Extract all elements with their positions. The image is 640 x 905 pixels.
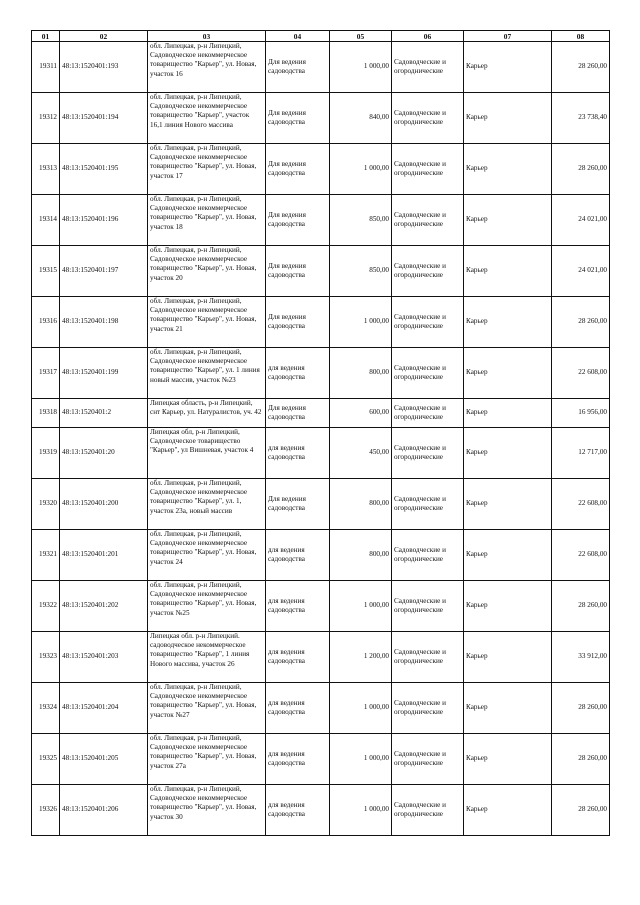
parcel-address-text: Липецкая обл. р-н Липецкий. садоводческое некоммерческое товарищество "Карьер", 1 линия Нового массива, участок 26 <box>150 632 250 668</box>
cadastral-value: 22 608,00 <box>552 479 610 530</box>
column-header: 07 <box>464 31 552 42</box>
permitted-use: Для ведения садоводства <box>266 42 330 93</box>
parcel-area: 600,00 <box>330 399 392 428</box>
row-number: 19325 <box>32 734 60 785</box>
permitted-use: для ведения садоводства <box>266 734 330 785</box>
row-number: 19321 <box>32 530 60 581</box>
parcel-address-text: обл. Липецкая, р-н Липецкий, Садоводческое некоммерческое товарищество "Карьер", ул. Новая, участок 16 <box>150 42 257 78</box>
valuation-zone: Карьер <box>464 581 552 632</box>
column-header: 02 <box>60 31 148 42</box>
cadastral-value: 28 260,00 <box>552 785 610 836</box>
permitted-use: Для ведения садоводства <box>266 246 330 297</box>
land-category: Садоводческие и огороднические <box>392 530 464 581</box>
row-number: 19317 <box>32 348 60 399</box>
row-number: 19323 <box>32 632 60 683</box>
permitted-use: для ведения садоводства <box>266 348 330 399</box>
permitted-use: для ведения садоводства <box>266 683 330 734</box>
valuation-zone: Карьер <box>464 42 552 93</box>
parcel-address <box>148 246 266 297</box>
valuation-zone: Карьер <box>464 144 552 195</box>
land-parcel-table <box>31 30 610 836</box>
cadastral-value: 28 260,00 <box>552 734 610 785</box>
parcel-address <box>148 530 266 581</box>
cadastral-number: 48:13:1520401:202 <box>60 581 148 632</box>
land-category: Садоводческие и огороднические <box>392 246 464 297</box>
table-row <box>32 195 610 246</box>
parcel-address-text: Липецкая обл, р-н Липецкий, Садоводческое товарищество "Карьер", ул Вишневая, участок 4 <box>150 428 254 455</box>
row-number: 19320 <box>32 479 60 530</box>
land-category: Садоводческие и огороднические <box>392 479 464 530</box>
cadastral-value: 12 717,00 <box>552 428 610 479</box>
parcel-address-text: обл. Липецкая, р-н Липецкий, Садоводческое некоммерческое товарищество "Карьер", ул. Новая, участок 20 <box>150 246 257 282</box>
cadastral-number: 48:13:1520401:200 <box>60 479 148 530</box>
land-category: Садоводческие и огороднические <box>392 683 464 734</box>
permitted-use: для ведения садоводства <box>266 428 330 479</box>
parcel-address-text: обл. Липецкая, р-н Липецкий, Садоводческое некоммерческое товарищество "Карьер", участок 16,1 линия Нового массива <box>150 93 250 129</box>
parcel-address <box>148 479 266 530</box>
land-category: Садоводческие и огороднические <box>392 734 464 785</box>
parcel-address-text: обл. Липецкая, р-н Липецкий, Садоводческое некоммерческое товарищество "Карьер", ул. 1 линия новый массив, участок №23 <box>150 348 260 384</box>
parcel-area: 450,00 <box>330 428 392 479</box>
cadastral-value: 28 260,00 <box>552 581 610 632</box>
row-number: 19322 <box>32 581 60 632</box>
permitted-use: для ведения садоводства <box>266 785 330 836</box>
land-category: Садоводческие и огороднические <box>392 581 464 632</box>
parcel-address-text: обл. Липецкая, р-н Липецкий, Садоводческое некоммерческое товарищество "Карьер", ул. Новая, участок 21 <box>150 297 257 333</box>
table-row <box>32 399 610 428</box>
parcel-address-text: Липецкая область, р-н Липецкий, снт Карьер, ул. Натуралистов, уч. 42 <box>150 399 262 417</box>
parcel-address <box>148 195 266 246</box>
valuation-zone: Карьер <box>464 195 552 246</box>
parcel-area: 1 000,00 <box>330 734 392 785</box>
parcel-address <box>148 683 266 734</box>
parcel-address <box>148 399 266 428</box>
cadastral-number: 48:13:1520401:204 <box>60 683 148 734</box>
parcel-address <box>148 42 266 93</box>
table-row <box>32 428 610 479</box>
table-row <box>32 479 610 530</box>
parcel-area: 1 000,00 <box>330 297 392 348</box>
table-row <box>32 246 610 297</box>
permitted-use: для ведения садоводства <box>266 530 330 581</box>
land-category: Садоводческие и огороднические <box>392 785 464 836</box>
land-category: Садоводческие и огороднические <box>392 42 464 93</box>
parcel-address <box>148 581 266 632</box>
land-category: Садоводческие и огороднические <box>392 348 464 399</box>
table-row <box>32 632 610 683</box>
column-header: 08 <box>552 31 610 42</box>
cadastral-value: 24 021,00 <box>552 246 610 297</box>
land-category: Садоводческие и огороднические <box>392 297 464 348</box>
cadastral-number: 48:13:1520401:197 <box>60 246 148 297</box>
column-header: 04 <box>266 31 330 42</box>
cadastral-value: 23 738,40 <box>552 93 610 144</box>
parcel-area: 850,00 <box>330 195 392 246</box>
valuation-zone: Карьер <box>464 734 552 785</box>
row-number: 19324 <box>32 683 60 734</box>
valuation-zone: Карьер <box>464 428 552 479</box>
parcel-address-text: обл. Липецкая, р-н Липецкий, Садоводческое некоммерческое товарищество "Карьер", ул. Новая, участок 18 <box>150 195 257 231</box>
table-row <box>32 785 610 836</box>
permitted-use: Для ведения садоводства <box>266 399 330 428</box>
permitted-use: Для ведения садоводства <box>266 479 330 530</box>
valuation-zone: Карьер <box>464 632 552 683</box>
table-row <box>32 581 610 632</box>
cadastral-number: 48:13:1520401:199 <box>60 348 148 399</box>
permitted-use: Для ведения садоводства <box>266 297 330 348</box>
row-number: 19319 <box>32 428 60 479</box>
table-header-row <box>32 31 610 42</box>
table-row <box>32 42 610 93</box>
row-number: 19318 <box>32 399 60 428</box>
permitted-use: для ведения садоводства <box>266 581 330 632</box>
column-header: 05 <box>330 31 392 42</box>
row-number: 19311 <box>32 42 60 93</box>
valuation-zone: Карьер <box>464 246 552 297</box>
document-page <box>31 30 609 836</box>
cadastral-number: 48:13:1520401:2 <box>60 399 148 428</box>
cadastral-number: 48:13:1520401:193 <box>60 42 148 93</box>
parcel-area: 1 200,00 <box>330 632 392 683</box>
land-category: Садоводческие и огороднические <box>392 428 464 479</box>
parcel-address-text: обл. Липецкая, р-н Липецкий, Садоводческое некоммерческое товарищество "Карьер", ул. Новая, участок 30 <box>150 785 257 821</box>
parcel-area: 1 000,00 <box>330 144 392 195</box>
row-number: 19316 <box>32 297 60 348</box>
parcel-area: 840,00 <box>330 93 392 144</box>
parcel-address-text: обл. Липецкая, р-н Липецкий, Садоводческое некоммерческое товарищество "Карьер", ул. Новая, участок 27а <box>150 734 257 770</box>
land-category: Садоводческие и огороднические <box>392 632 464 683</box>
parcel-area: 1 000,00 <box>330 683 392 734</box>
valuation-zone: Карьер <box>464 399 552 428</box>
parcel-area: 800,00 <box>330 530 392 581</box>
parcel-area: 850,00 <box>330 246 392 297</box>
parcel-address-text: обл. Липецкая, р-н Липецкий, Садоводческое некоммерческое товарищество "Карьер", ул. Новая, участок №27 <box>150 683 257 719</box>
cadastral-value: 22 608,00 <box>552 348 610 399</box>
land-category: Садоводческие и огороднические <box>392 195 464 246</box>
parcel-address <box>148 785 266 836</box>
cadastral-value: 24 021,00 <box>552 195 610 246</box>
permitted-use: Для ведения садоводства <box>266 144 330 195</box>
land-category: Садоводческие и огороднические <box>392 144 464 195</box>
parcel-address <box>148 348 266 399</box>
cadastral-value: 28 260,00 <box>552 297 610 348</box>
row-number: 19314 <box>32 195 60 246</box>
cadastral-number: 48:13:1520401:20 <box>60 428 148 479</box>
row-number: 19326 <box>32 785 60 836</box>
table-row <box>32 297 610 348</box>
cadastral-value: 28 260,00 <box>552 683 610 734</box>
row-number: 19313 <box>32 144 60 195</box>
table-row <box>32 683 610 734</box>
valuation-zone: Карьер <box>464 785 552 836</box>
table-row <box>32 348 610 399</box>
cadastral-number: 48:13:1520401:196 <box>60 195 148 246</box>
parcel-address <box>148 93 266 144</box>
column-header: 06 <box>392 31 464 42</box>
row-number: 19315 <box>32 246 60 297</box>
parcel-area: 1 000,00 <box>330 785 392 836</box>
parcel-address-text: обл. Липецкая, р-н Липецкий, Садоводческое некоммерческое товарищество "Карьер", ул. Новая, участок 17 <box>150 144 257 180</box>
permitted-use: для ведения садоводства <box>266 632 330 683</box>
parcel-address-text: обл. Липецкая, р-н Липецкий, Садоводческое некоммерческое товарищество "Карьер", ул. 1, участок 23а, новый массив <box>150 479 248 515</box>
column-header: 01 <box>32 31 60 42</box>
table-row <box>32 734 610 785</box>
valuation-zone: Карьер <box>464 93 552 144</box>
parcel-address-text: обл. Липецкая, р-н Липецкий, Садоводческое некоммерческое товарищество "Карьер", ул. Новая, участок №25 <box>150 581 257 617</box>
cadastral-value: 16 956,00 <box>552 399 610 428</box>
parcel-address <box>148 632 266 683</box>
parcel-area: 1 000,00 <box>330 42 392 93</box>
cadastral-number: 48:13:1520401:206 <box>60 785 148 836</box>
cadastral-number: 48:13:1520401:194 <box>60 93 148 144</box>
table-row <box>32 144 610 195</box>
land-category: Садоводческие и огороднические <box>392 93 464 144</box>
parcel-address <box>148 428 266 479</box>
parcel-area: 1 000,00 <box>330 581 392 632</box>
valuation-zone: Карьер <box>464 348 552 399</box>
row-number: 19312 <box>32 93 60 144</box>
cadastral-number: 48:13:1520401:205 <box>60 734 148 785</box>
cadastral-value: 28 260,00 <box>552 42 610 93</box>
cadastral-number: 48:13:1520401:203 <box>60 632 148 683</box>
cadastral-value: 22 608,00 <box>552 530 610 581</box>
parcel-area: 800,00 <box>330 348 392 399</box>
cadastral-value: 33 912,00 <box>552 632 610 683</box>
cadastral-number: 48:13:1520401:201 <box>60 530 148 581</box>
permitted-use: Для ведения садоводства <box>266 93 330 144</box>
column-header: 03 <box>148 31 266 42</box>
table-row <box>32 93 610 144</box>
valuation-zone: Карьер <box>464 683 552 734</box>
parcel-area: 800,00 <box>330 479 392 530</box>
parcel-address-text: обл. Липецкая, р-н Липецкий, Садоводческое некоммерческое товарищество "Карьер", ул. Новая, участок 24 <box>150 530 257 566</box>
parcel-address <box>148 144 266 195</box>
table-row <box>32 530 610 581</box>
valuation-zone: Карьер <box>464 479 552 530</box>
parcel-address <box>148 734 266 785</box>
valuation-zone: Карьер <box>464 297 552 348</box>
valuation-zone: Карьер <box>464 530 552 581</box>
parcel-address <box>148 297 266 348</box>
cadastral-number: 48:13:1520401:195 <box>60 144 148 195</box>
land-category: Садоводческие и огороднические <box>392 399 464 428</box>
cadastral-value: 28 260,00 <box>552 144 610 195</box>
permitted-use: Для ведения садоводства <box>266 195 330 246</box>
cadastral-number: 48:13:1520401:198 <box>60 297 148 348</box>
